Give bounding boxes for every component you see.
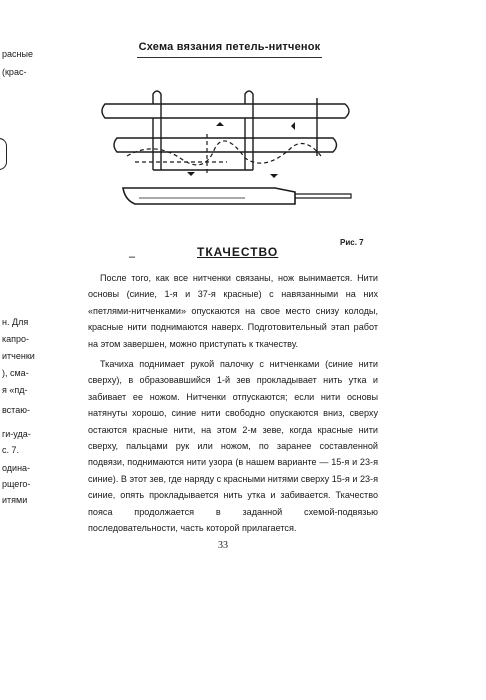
knife-beater (123, 188, 295, 204)
fragment-line: н. Для (2, 317, 29, 327)
figure-caption: Рис. 7 (340, 238, 364, 247)
paragraph: Ткачиха поднимает рукой палочку с нитченками (синие нити сверху), в образовавшийся 1-й зев прокладывает нить утка и забивает ее ножом. Нитченки отпускаются; если нити основы натянуты хорошо, синие нити свободно опускаются вниз, сверху остаются красные нити, на этом 2-м зеве, когда красные нити сверху, пальцами рук или ножом, по заранее составленной подвязи, поднимаются нити узора (в нашем варианте — 15-я и 23-я синие). В этот зев, где наряду с красными нитями сверху 15-я и 23-я синие, опять прокладывается нить утка и забивается. Ткачество пояса продолжается в заданной схемой-подвязью последовательности, часть которой прилагается. (88, 359, 379, 534)
heddle-loop (153, 91, 161, 170)
fragment-line: расные (2, 49, 33, 59)
fragment-line: итченки (2, 351, 35, 361)
fragment-line: (крас- (2, 67, 27, 77)
paragraph: После того, как все нитченки связаны, нож вынимается. Нити основы (синие, 1-я и 37-я красные) с навязанными на них «петлями-нитченками» опускаются на свое место снизу колоды, красные нити поднимаются наверх. Подготовительный этап работ на этом завершен, можно приступать к ткачеству. (88, 273, 378, 349)
fragment-line: встаю- (2, 405, 30, 415)
fragment-line: одина- (2, 463, 31, 473)
fragment-line: с. 7. (2, 445, 20, 455)
upper-rod (102, 104, 349, 118)
fragment-line: ги-уда- (2, 429, 31, 439)
adjacent-page-fragment (0, 0, 70, 700)
middle-rod (114, 138, 337, 152)
loop-knitting-diagram (95, 70, 365, 230)
body-text (88, 270, 378, 537)
arrow-marker (216, 122, 224, 126)
page-header: Схема вязания петель-нитченок (138, 41, 321, 53)
arrow-marker (291, 122, 295, 130)
fragment-line: ), сма- (2, 368, 29, 378)
bracket-mark (0, 138, 7, 170)
section-title: ТКАЧЕСТВО (197, 245, 279, 259)
fragment-line: я «пд- (2, 385, 28, 395)
arrow-marker (187, 172, 195, 176)
header-underline (137, 57, 322, 58)
fragment-line: итями (2, 495, 28, 505)
page-number: 33 (218, 540, 228, 551)
arrow-marker (270, 174, 278, 178)
fragment-line: капро- (2, 334, 30, 344)
warp-thread-dashed (127, 141, 321, 165)
section-mark: – (129, 249, 135, 263)
fragment-line: рщего- (2, 479, 31, 489)
